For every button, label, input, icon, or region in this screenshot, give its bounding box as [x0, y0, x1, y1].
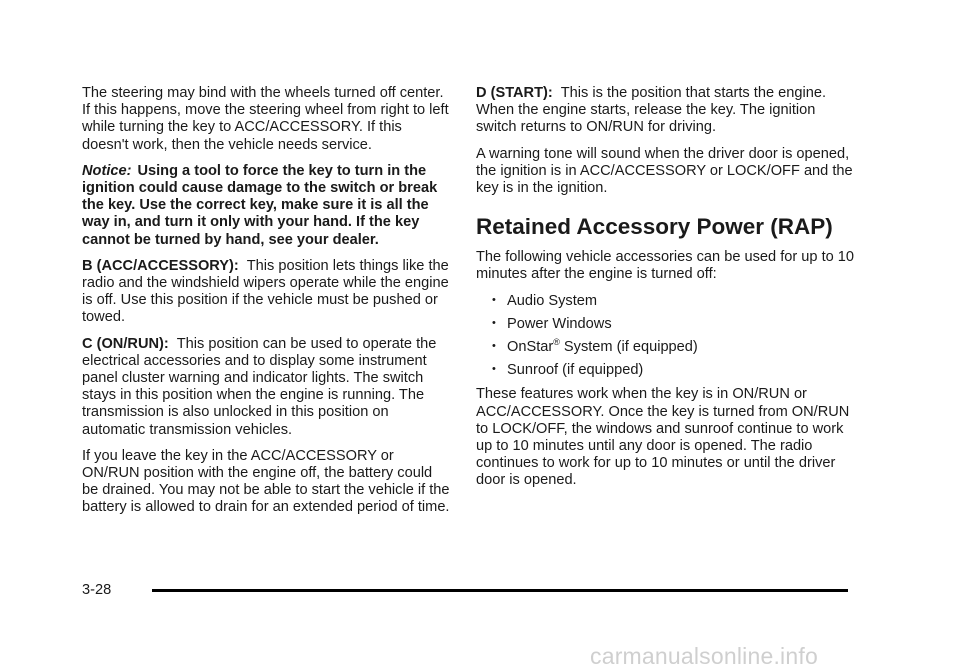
position-c-label: C (ON/RUN): [82, 335, 169, 352]
registered-mark: ® [553, 337, 560, 348]
list-item-text: Power Windows [507, 315, 612, 332]
position-d-text: This is the position that starts the engine. When the engine starts, release the key. The ignition switch returns to ON/RUN for driving. [476, 85, 827, 136]
steering-paragraph: The steering may bind with the wheels turned off center. If this happens, move the steering wheel from right to left while turning the key to ACC/ACCESSORY. If this doesn't work, then the vehicle needs service. [82, 85, 449, 153]
list-item-text: OnStar [507, 339, 554, 356]
notice-label: Notice: [82, 162, 132, 179]
section-heading: Retained Accessory Power (RAP) [476, 214, 833, 240]
position-d-paragraph [476, 85, 856, 137]
right-column [476, 85, 856, 499]
list-item [476, 339, 856, 356]
position-b-text: This position lets things like the radio and the windshield wipers operate while the engine is off. Use this position if the vehicle must be pushed or towed. [82, 257, 449, 326]
battery-paragraph: If you leave the key in the ACC/ACCESSORY or ON/RUN position with the engine off, the battery could be drained. You may not be able to start the vehicle if the battery is allowed to drain for an extended period of time. [82, 447, 450, 516]
page-number: 3-28 [82, 582, 112, 598]
footer-rule [152, 589, 848, 592]
left-column [82, 85, 452, 526]
accessory-list [476, 293, 856, 380]
bullet-icon: • [492, 293, 496, 306]
notice-paragraph [82, 163, 452, 249]
list-item [476, 362, 856, 379]
watermark: carmanualsonline.info [590, 643, 818, 669]
list-item [476, 293, 856, 310]
position-b-label: B (ACC/ACCESSORY): [82, 257, 239, 274]
warning-tone-paragraph: A warning tone will sound when the driver door is opened, the ignition is in ACC/ACCESSORY or LOCK/OFF and the key is in the ignition. [476, 145, 853, 197]
position-b-paragraph [82, 258, 452, 327]
list-item-text: Audio System [507, 292, 598, 309]
bullet-icon: • [492, 363, 496, 376]
features-paragraph: These features work when the key is in ON/RUN or ACC/ACCESSORY. Once the key is turned from ON/RUN to LOCK/OFF, the windows and sunroof continue to work up to 10 minutes until any door is opened. The radio continues to work for up to 10 minutes or until the driver door is opened. [476, 386, 850, 489]
bullet-icon: • [492, 340, 496, 353]
position-d-label: D (START): [476, 85, 553, 101]
list-item [476, 316, 856, 333]
list-item-text: Sunroof (if equipped) [507, 362, 644, 379]
list-item-suffix: System (if equipped) [559, 339, 698, 356]
notice-text: Using a tool to force the key to turn in the ignition could cause damage to the switch or break the key. Use the correct key, make sure it is all the way in, and turn it only with your hand. If the key cannot be turned by hand, see your dealer. [82, 162, 438, 248]
position-c-text: This position can be used to operate the electrical accessories and to display some instrument panel cluster warning and indicator lights. The switch stays in this position when the engine is running. The transmission is also unlocked in this position on automatic transmission vehicles. [82, 335, 437, 438]
position-c-paragraph [82, 336, 452, 439]
rap-intro-paragraph: The following vehicle accessories can be used for up to 10 minutes after the engine is turned off: [476, 249, 855, 283]
bullet-icon: • [492, 316, 496, 329]
